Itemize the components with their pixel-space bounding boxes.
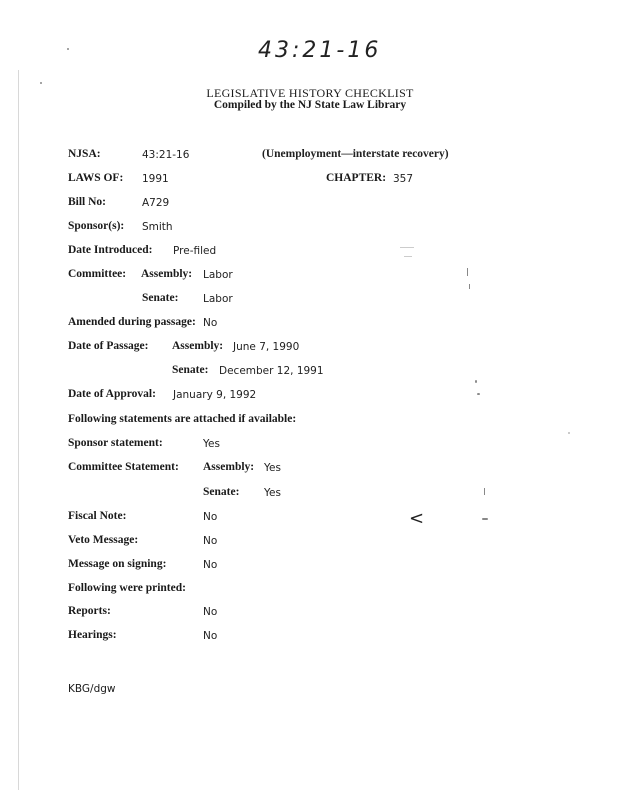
committee-statement-label: Committee Statement: <box>68 461 179 473</box>
scan-speck <box>40 82 42 84</box>
passage-assembly-label: Assembly: <box>172 340 224 352</box>
pen-mark-icon: < <box>409 508 425 529</box>
committee-statement-assembly-label: Assembly: <box>203 461 255 473</box>
scan-speck <box>568 432 570 434</box>
sponsor-statement-value: Yes <box>203 438 220 450</box>
bill-no-value: A729 <box>142 197 170 209</box>
njsa-description: (Unemployment—interstate recovery) <box>262 148 449 160</box>
chapter-value: 357 <box>393 173 414 185</box>
message-on-signing-value: No <box>203 559 218 571</box>
scan-speck <box>469 284 470 289</box>
handwritten-statute-number: 43:21-16 <box>258 38 382 63</box>
passage-senate-value: December 12, 1991 <box>219 365 324 377</box>
scan-speck <box>482 518 488 520</box>
reports-label: Reports: <box>68 605 111 617</box>
date-of-approval-value: January 9, 1992 <box>173 389 257 401</box>
amended-value: No <box>203 317 218 329</box>
committee-assembly-label: Assembly: <box>141 268 193 280</box>
scan-speck <box>400 247 414 248</box>
scan-speck <box>467 268 468 276</box>
reports-value: No <box>203 606 218 618</box>
scan-speck <box>67 48 69 50</box>
sponsors-label: Sponsor(s): <box>68 220 125 232</box>
message-on-signing-label: Message on signing: <box>68 558 167 570</box>
committee-statement-senate-value: Yes <box>264 487 281 499</box>
fiscal-note-label: Fiscal Note: <box>68 510 127 522</box>
scan-speck <box>477 393 480 395</box>
date-of-approval-label: Date of Approval: <box>68 388 156 400</box>
committee-senate-label: Senate: <box>142 292 179 304</box>
njsa-label: NJSA: <box>68 148 101 160</box>
fiscal-note-value: No <box>203 511 218 523</box>
veto-message-value: No <box>203 535 218 547</box>
hearings-value: No <box>203 630 218 642</box>
amended-label: Amended during passage: <box>68 316 196 328</box>
statements-heading: Following statements are attached if available: <box>68 413 297 425</box>
date-of-passage-label: Date of Passage: <box>68 340 149 352</box>
bill-no-label: Bill No: <box>68 196 107 208</box>
committee-label: Committee: <box>68 268 127 280</box>
committee-statement-assembly-value: Yes <box>264 462 281 474</box>
printed-heading: Following were printed: <box>68 582 186 594</box>
laws-of-value: 1991 <box>142 173 169 185</box>
document-subtitle: Compiled by the NJ State Law Library <box>213 99 407 111</box>
committee-assembly-value: Labor <box>203 269 233 281</box>
sponsors-value: Smith <box>142 221 173 233</box>
scan-speck <box>404 256 412 257</box>
typist-initials: KBG/dgw <box>68 683 116 695</box>
scan-edge-line <box>18 70 19 790</box>
hearings-label: Hearings: <box>68 629 117 641</box>
chapter-label: CHAPTER: <box>326 172 387 184</box>
laws-of-label: LAWS OF: <box>68 172 124 184</box>
committee-statement-senate-label: Senate: <box>203 486 240 498</box>
scan-speck <box>475 380 477 383</box>
passage-assembly-value: June 7, 1990 <box>233 341 300 353</box>
document-title: LEGISLATIVE HISTORY CHECKLIST <box>206 86 414 100</box>
passage-senate-label: Senate: <box>172 364 209 376</box>
date-introduced-value: Pre-filed <box>173 245 217 257</box>
date-introduced-label: Date Introduced: <box>68 244 153 256</box>
sponsor-statement-label: Sponsor statement: <box>68 437 163 449</box>
njsa-value: 43:21-16 <box>142 149 190 161</box>
veto-message-label: Veto Message: <box>68 534 139 546</box>
scan-speck <box>484 488 485 495</box>
committee-senate-value: Labor <box>203 293 233 305</box>
